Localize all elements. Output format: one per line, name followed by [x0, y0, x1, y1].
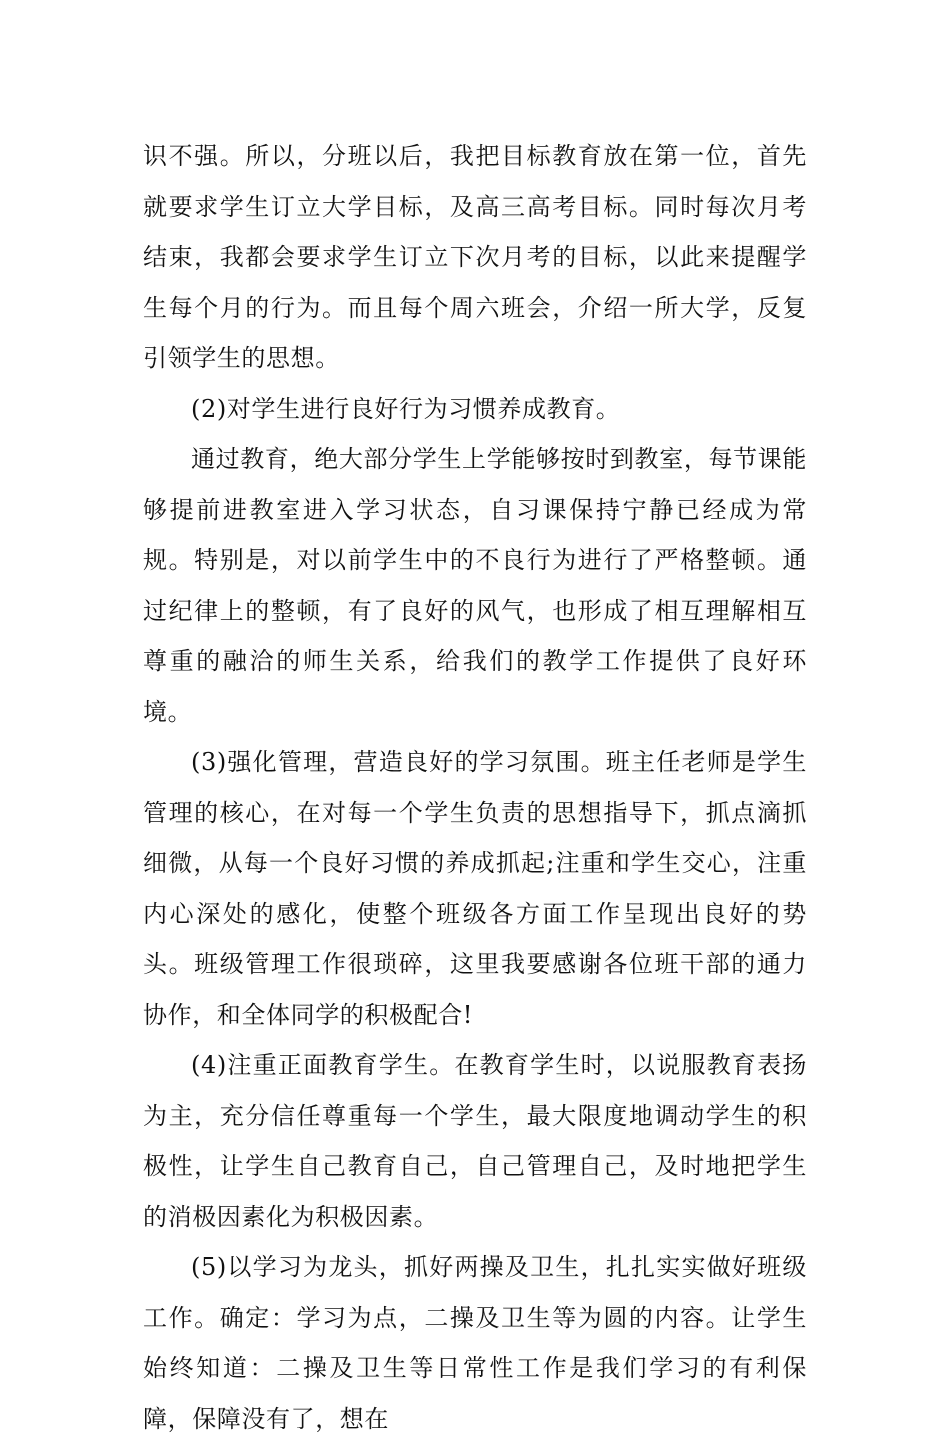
- document-body: [143, 131, 807, 1444]
- paragraph-6: (5)以学习为龙头，抓好两操及卫生，扎扎实实做好班级工作。确定：学习为点，二操及卫生等为圆的内容。让学生始终知道：二操及卫生等日常性工作是我们学习的有利保障，保障没有了，想在: [143, 1253, 807, 1433]
- paragraph-4: (3)强化管理，营造良好的学习氛围。班主任老师是学生管理的核心，在对每一个学生负责的思想指导下，抓点滴抓细微，从每一个良好习惯的养成抓起;注重和学生交心，注重内心深处的感化，使整个班级各方面工作呈现出良好的势头。班级管理工作很琐碎，这里我要感谢各位班干部的通力协作，和全体同学的积极配合!: [143, 748, 807, 1029]
- paragraph-2: (2)对学生进行良好行为习惯养成教育。: [191, 394, 621, 423]
- paragraph-1: 识不强。所以，分班以后，我把目标教育放在第一位，首先就要求学生订立大学目标，及高三高考目标。同时每次月考结束，我都会要求学生订立下次月考的目标，以此来提醒学生每个月的行为。而且每个周六班会，介绍一所大学，反复引领学生的思想。: [143, 142, 807, 372]
- paragraph-5: (4)注重正面教育学生。在教育学生时，以说服教育表扬为主，充分信任尊重每一个学生，最大限度地调动学生的积极性，让学生自己教育自己，自己管理自己，及时地把学生的消极因素化为积极因素。: [143, 1051, 807, 1231]
- paragraph-3: 通过教育，绝大部分学生上学能够按时到教室，每节课能够提前进教室进入学习状态，自习课保持宁静已经成为常规。特别是，对以前学生中的不良行为进行了严格整顿。通过纪律上的整顿，有了良好的风气，也形成了相互理解相互尊重的融洽的师生关系，给我们的教学工作提供了良好环境。: [143, 445, 807, 726]
